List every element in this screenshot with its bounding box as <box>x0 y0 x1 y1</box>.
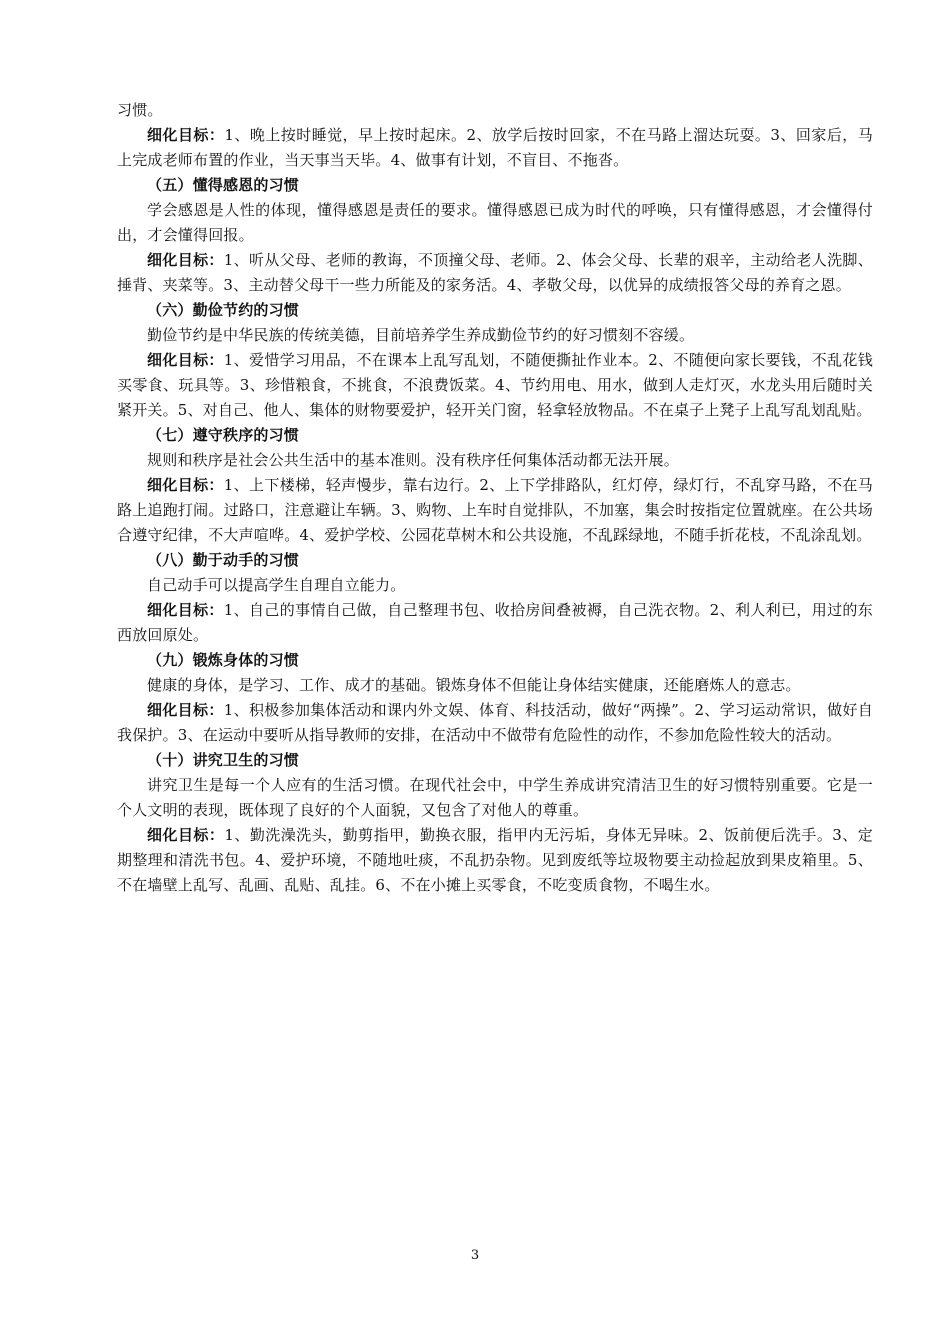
goals-paragraph-s5 <box>117 248 873 298</box>
section-intro-s5: 学会感恩是人性的体现，懂得感恩是责任的要求。懂得感恩已成为时代的呼唤，只有懂得感恩，才会懂得付出，才会懂得回报。 <box>117 201 873 244</box>
goals-text: 1、爱惜学习用品，不在课本上乱写乱划，不随便撕扯作业本。2、不随便向家长要钱，不乱花钱买零食、玩具等。3、珍惜粮食，不挑食，不浪费饭菜。4、节约用电、用水，做到人走灯灭，水龙头用后随时关紧开关。5、对自己、他人、集体的财物要爱护，轻开关门窗，轻拿轻放物品。不在桌子上凳子上乱写乱划乱贴。 <box>117 351 873 419</box>
goals-text: 1、晚上按时睡觉，早上按时起床。2、放学后按时回家，不在马路上溜达玩耍。3、回家后，马上完成老师布置的作业，当天事当天毕。4、做事有计划，不盲目、不拖沓。 <box>117 126 873 169</box>
section-heading-s5: （五）懂得感恩的习惯 <box>147 176 300 194</box>
goals-label: 细化目标： <box>147 601 224 619</box>
goals-label: 细化目标： <box>147 476 224 494</box>
section-heading-s10: （十）讲究卫生的习惯 <box>147 751 300 769</box>
goals-label: 细化目标： <box>147 701 224 719</box>
section-heading-s6: （六）勤俭节约的习惯 <box>147 301 300 319</box>
section-intro-s6: 勤俭节约是中华民族的传统美德，目前培养学生养成勤俭节约的好习惯刻不容缓。 <box>147 326 695 344</box>
section-intro-s8: 自己动手可以提高学生自理自立能力。 <box>147 576 406 594</box>
goals-label: 细化目标： <box>147 826 225 844</box>
goals-text: 1、积极参加集体活动和课内外文娱、体育、科技活动，做好“两操”。2、学习运动常识，做好自我保护。3、在运动中要听从指导教师的安排，在活动中不做带有危险性的动作，不参加危险性较大的活动。 <box>117 701 873 744</box>
goals-paragraph-s6 <box>117 348 873 423</box>
goals-text: 1、听从父母、老师的教诲，不顶撞父母、老师。2、体会父母、长辈的艰辛，主动给老人洗脚、捶背、夹菜等。3、主动替父母干一些力所能及的家务活。4、孝敬父母，以优异的成绩报答父母的养育之恩。 <box>117 251 873 294</box>
goals-label: 细化目标： <box>147 251 224 269</box>
page-number: 3 <box>470 1248 480 1263</box>
section-heading-s9: （九）锻炼身体的习惯 <box>147 651 300 669</box>
goals-text: 1、勤洗澡洗头，勤剪指甲，勤换衣服，指甲内无污垢，身体无异味。2、饭前便后洗手。3、定期整理和清洗书包。4、爱护环境，不随地吐痰，不乱扔杂物。见到废纸等垃圾物要主动捡起放到果皮箱里。5、不在墙壁上乱写、乱画、乱贴、乱挂。6、不在小摊上买零食，不吃变质食物，不喝生水。 <box>117 826 873 894</box>
section-heading-s8: （八）勤于动手的习惯 <box>147 551 300 569</box>
goals-text: 1、自己的事情自己做，自己整理书包、收拾房间叠被褥，自己洗衣物。2、利人利已，用过的东西放回原处。 <box>117 601 873 644</box>
goals-paragraph-s7 <box>117 473 873 548</box>
section-intro-s10: 讲究卫生是每一个人应有的生活习惯。在现代社会中，中学生养成讲究清洁卫生的好习惯特别重要。它是一个人文明的表现，既体现了良好的个人面貌，又包含了对他人的尊重。 <box>117 776 873 819</box>
goals-label: 细化目标： <box>147 351 224 369</box>
section-intro-s9: 健康的身体，是学习、工作、成才的基础。锻炼身体不但能让身体结实健康，还能磨炼人的意志。 <box>147 676 801 694</box>
paragraph-continuation: 习惯。 <box>117 101 163 119</box>
document-body <box>117 98 873 898</box>
section-heading-s7: （七）遵守秩序的习惯 <box>147 426 300 444</box>
goals-paragraph-s9 <box>117 698 873 748</box>
section-intro-s7: 规则和秩序是社会公共生活中的基本准则。没有秩序任何集体活动都无法开展。 <box>147 451 680 469</box>
goals-paragraph-s10 <box>117 823 873 898</box>
goals-paragraph-s4 <box>117 123 873 173</box>
goals-label: 细化目标： <box>147 126 225 144</box>
goals-text: 1、上下楼梯，轻声慢步，靠右边行。2、上下学排路队，红灯停，绿灯行，不乱穿马路，不在马路上追跑打闹。过路口，注意避让车辆。3、购物、上车时自觉排队，不加塞，集会时按指定位置就座。在公共场合遵守纪律，不大声喧哗。4、爱护学校、公园花草树木和公共设施，不乱踩绿地，不随手折花枝，不乱涂乱划。 <box>117 476 873 544</box>
goals-paragraph-s8 <box>117 598 873 648</box>
